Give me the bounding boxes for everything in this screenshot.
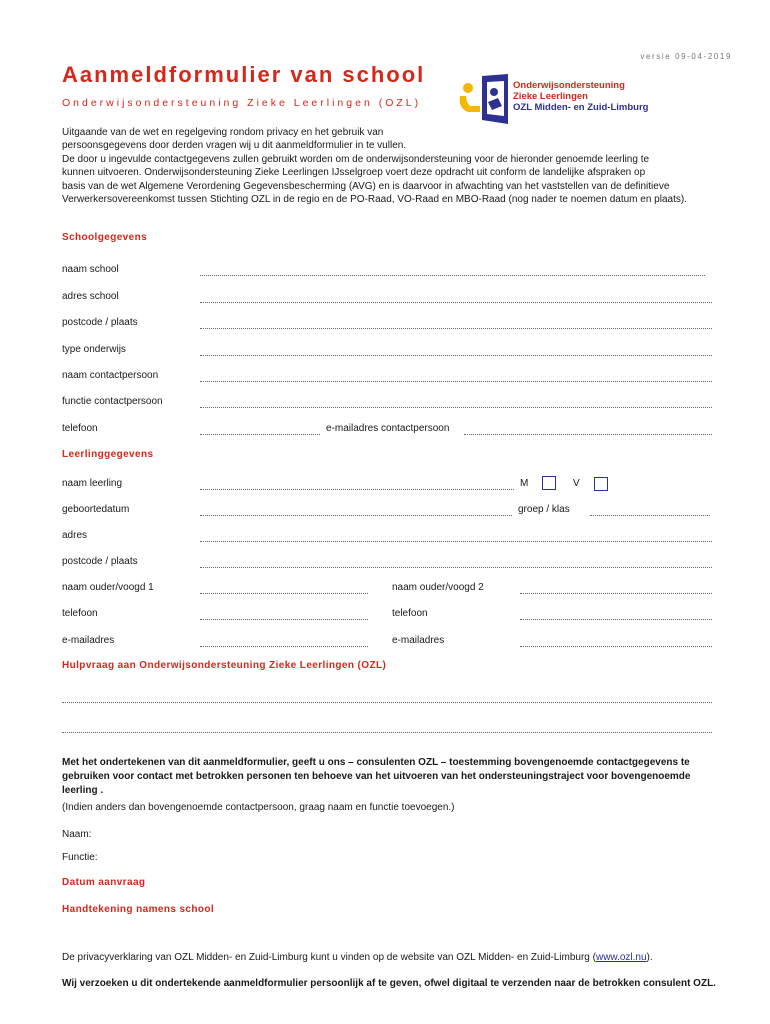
field-email1[interactable]	[200, 646, 368, 647]
logo-head-yellow	[463, 83, 473, 93]
label-telefoon1: telefoon	[62, 608, 98, 619]
field-naam-contactpersoon[interactable]	[200, 381, 712, 382]
page-subtitle: Onderwijsondersteuning Zieke Leerlingen (OZL)	[62, 97, 422, 109]
label-ouder1: naam ouder/voogd 1	[62, 582, 154, 593]
field-naam-school[interactable]	[200, 275, 705, 276]
label-postcode-plaats-school: postcode / plaats	[62, 317, 138, 328]
label-naam-school: naam school	[62, 264, 119, 275]
intro-line: kunnen uitvoeren. Onderwijsondersteuning Zieke Leerlingen IJsselgroep voert deze opdracht uit conform de landelijke afspraken op	[62, 167, 646, 179]
field-ouder1[interactable]	[200, 593, 368, 594]
logo-text	[513, 80, 648, 113]
label-adres-school: adres school	[62, 291, 119, 302]
label-groep-klas: groep / klas	[518, 504, 570, 515]
page-title: Aanmeldformulier van school	[62, 62, 426, 87]
privacy-statement	[62, 952, 653, 963]
label-ouder2: naam ouder/voogd 2	[392, 582, 484, 593]
label-datum-aanvraag: Datum aanvraag	[62, 877, 146, 888]
label-gender-m: M	[520, 478, 529, 489]
field-functie-contactpersoon[interactable]	[200, 407, 712, 408]
label-email-contactpersoon: e-mailadres contactpersoon	[326, 423, 450, 434]
intro-line: Verwerkersovereenkomst tussen Stichting OZL in de regio en de PO-Raad, VO-Raad en MBO-Raad (nog nader te noemen datum en plaats).	[62, 194, 687, 206]
logo-line-3: OZL Midden- en Zuid-Limburg	[513, 102, 649, 113]
label-adres-leerling: adres	[62, 530, 88, 541]
field-telefoon-school[interactable]	[200, 434, 320, 435]
field-postcode-plaats-leerling[interactable]	[200, 567, 712, 568]
field-hulpvraag-line[interactable]	[62, 732, 712, 733]
field-naam-leerling[interactable]	[200, 489, 514, 490]
intro-line: persoonsgegevens door derden vragen wij u dit aanmeldformulier in te vullen.	[62, 140, 407, 152]
label-naam-leerling: naam leerling	[62, 478, 123, 489]
label-handtekening: Handtekening namens school	[62, 904, 215, 915]
label-telefoon2: telefoon	[392, 608, 428, 619]
privacy-link[interactable]: www.ozl.nu	[595, 952, 647, 963]
privacy-end: ).	[646, 952, 653, 963]
privacy-text: De privacyverklaring van OZL Midden- en Zuid-Limburg kunt u vinden op de website van OZL Midden- en Zuid-Limburg (	[62, 952, 596, 963]
label-functie-contactpersoon: functie contactpersoon	[62, 396, 163, 407]
section-student-heading: Leerlinggegevens	[62, 449, 154, 460]
field-email2[interactable]	[520, 646, 712, 647]
logo-shape-white	[487, 81, 504, 116]
checkbox-gender-m[interactable]	[542, 476, 556, 490]
label-email2: e-mailadres	[392, 635, 445, 646]
field-geboortedatum[interactable]	[200, 515, 512, 516]
submission-request: Wij verzoeken u dit ondertekende aanmeldformulier persoonlijk af te geven, ofwel digitaal te verzenden naar de betrokken consulent OZL.	[62, 978, 716, 989]
label-gender-v: V	[573, 478, 580, 489]
field-email-contactpersoon[interactable]	[464, 434, 712, 435]
field-hulpvraag-line[interactable]	[62, 702, 712, 703]
label-telefoon-school: telefoon	[62, 423, 98, 434]
field-groep-klas[interactable]	[590, 515, 710, 516]
label-geboortedatum: geboortedatum	[62, 504, 130, 515]
field-adres-school[interactable]	[200, 302, 712, 303]
version-label: versie 09-04-2019	[640, 52, 732, 61]
logo-head-blue	[490, 88, 498, 96]
consent-text: Met het ondertekenen van dit aanmeldformulier, geeft u ons – consulenten OZL – toestemming bovengenoemde contactgegevens te gebruiken voor contact met betrokken personen ten behoeve van het uitvoeren van het ondersteuningstraject voor bovengenoemde leerling .	[62, 757, 691, 796]
label-naam: Naam:	[62, 829, 92, 840]
label-type-onderwijs: type onderwijs	[62, 344, 126, 355]
logo-body-yellow	[460, 96, 480, 112]
intro-line: De door u ingevulde contactgegevens zullen gebruikt worden om de onderwijsondersteuning voor de hieronder genoemde leerling te	[62, 153, 650, 165]
field-ouder2[interactable]	[520, 593, 712, 594]
field-telefoon2[interactable]	[520, 619, 712, 620]
field-type-onderwijs[interactable]	[200, 355, 712, 356]
section-hulpvraag-heading: Hulpvraag aan Onderwijsondersteuning Zieke Leerlingen (OZL)	[62, 660, 387, 671]
checkbox-gender-v[interactable]	[594, 477, 608, 491]
label-postcode-plaats-leerling: postcode / plaats	[62, 556, 138, 567]
logo-line-1: Onderwijsondersteuning	[513, 80, 625, 91]
label-email1: e-mailadres	[62, 635, 115, 646]
intro-line: basis van de wet Algemene Verordening Gegevensbescherming (AVG) en is daarvoor in afwachting van het vaststellen van de definitieve	[62, 180, 670, 192]
field-adres-leerling[interactable]	[200, 541, 712, 542]
section-school-heading: Schoolgegevens	[62, 232, 148, 243]
consent-note: (Indien anders dan bovengenoemde contactpersoon, graag naam en functie toevoegen.)	[62, 802, 455, 813]
intro-line: Uitgaande van de wet en regelgeving rondom privacy en het gebruik van	[62, 127, 384, 138]
field-telefoon1[interactable]	[200, 619, 368, 620]
label-naam-contactpersoon: naam contactpersoon	[62, 370, 159, 381]
field-postcode-plaats-school[interactable]	[200, 328, 712, 329]
logo-line-2: Zieke Leerlingen	[513, 91, 588, 102]
intro-text	[62, 126, 722, 206]
label-functie: Functie:	[62, 852, 98, 863]
